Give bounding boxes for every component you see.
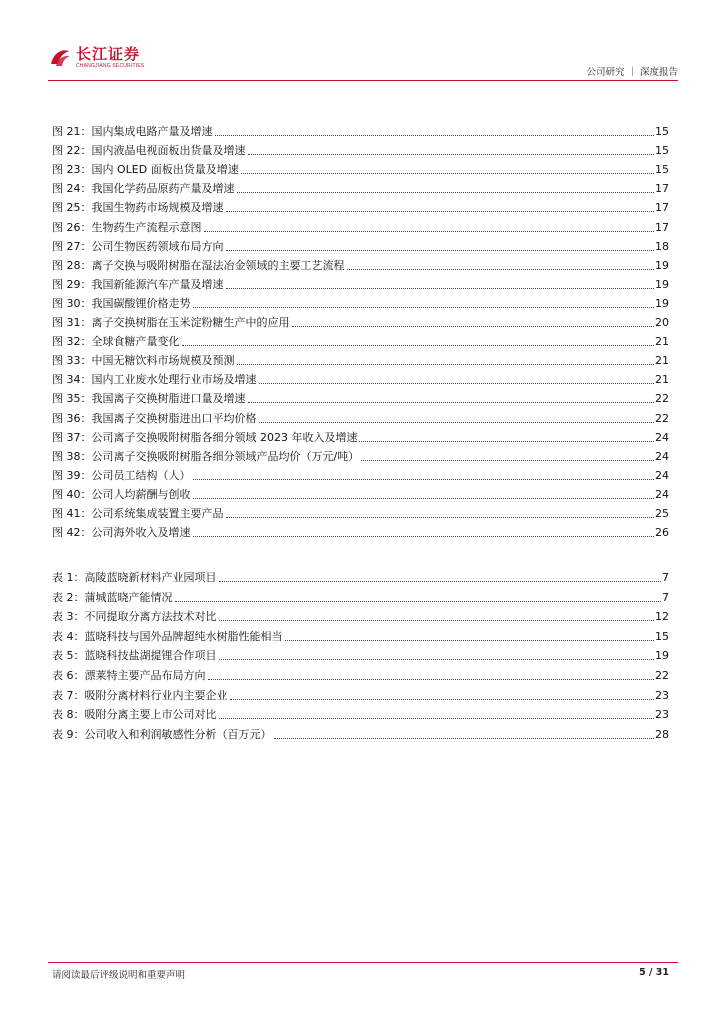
toc-leader-dots <box>193 306 655 308</box>
toc-entry-page: 24 <box>655 449 669 463</box>
toc-entry[interactable] <box>52 334 669 350</box>
toc-leader-dots <box>237 363 655 365</box>
toc-entry-title: 图 25：我国生物药市场规模及增速 <box>52 201 224 215</box>
toc-leader-dots <box>182 344 655 346</box>
page-header <box>48 46 678 80</box>
toc-entry[interactable] <box>52 277 669 293</box>
toc-entry[interactable] <box>52 487 669 503</box>
toc-entry-page: 15 <box>655 125 669 138</box>
toc-entry[interactable] <box>52 162 669 178</box>
toc-entry-title: 表 5：蓝晓科技盐湖提锂合作项目 <box>52 649 217 663</box>
toc-entry-page: 22 <box>655 392 669 406</box>
logo-en-text: CHANGJIANG SECURITIES <box>76 63 145 69</box>
toc-entry[interactable] <box>52 430 669 446</box>
toc-entry[interactable] <box>52 506 669 522</box>
toc-entry[interactable] <box>52 468 669 484</box>
toc-entry-title: 表 2：蒲城蓝晓产能情况 <box>52 590 173 604</box>
toc-entry-title: 图 31：离子交换树脂在玉米淀粉糖生产中的应用 <box>52 316 290 329</box>
toc-entry-page: 22 <box>655 669 669 682</box>
toc-entry[interactable] <box>52 143 669 159</box>
toc-entry-page: 12 <box>655 610 669 624</box>
toc-leader-dots <box>230 698 655 700</box>
toc-leader-dots <box>226 210 655 212</box>
toc-leader-dots <box>193 535 655 537</box>
toc-entry-page: 19 <box>655 649 669 663</box>
toc-entry-page: 7 <box>662 590 669 604</box>
toc-leader-dots <box>219 580 662 582</box>
toc-entry-page: 19 <box>655 277 669 291</box>
toc-entry-title: 表 6：漂莱特主要产品布局方向 <box>52 669 206 682</box>
toc-entry[interactable] <box>52 629 669 645</box>
toc-entry-title: 图 40：公司人均薪酬与创收 <box>52 487 191 501</box>
toc-leader-dots <box>175 600 662 602</box>
toc-entry-title: 图 35：我国离子交换树脂进口量及增速 <box>52 392 246 406</box>
toc-leader-dots <box>219 619 655 621</box>
toc-entry-page: 21 <box>655 373 669 387</box>
toc-entry[interactable] <box>52 220 669 236</box>
toc-entry-title: 图 30：我国碳酸锂价格走势 <box>52 296 191 310</box>
toc-entry-page: 18 <box>655 239 669 253</box>
toc-entry[interactable] <box>52 239 669 255</box>
toc-leader-dots <box>193 478 655 480</box>
report-type-label: 公司研究 ｜ 深度报告 <box>586 67 678 78</box>
toc-leader-dots <box>193 497 655 499</box>
toc-entry[interactable] <box>52 688 669 704</box>
toc-leader-dots <box>226 287 655 289</box>
toc-entry[interactable] <box>52 525 669 541</box>
toc-leader-dots <box>215 134 655 136</box>
toc-leader-dots <box>204 230 655 232</box>
toc-leader-dots <box>226 516 655 518</box>
toc-leader-dots <box>208 678 655 680</box>
toc-entry-title: 图 32：全球食糖产量变化 <box>52 335 180 349</box>
header-divider <box>48 80 678 81</box>
logo-mark-icon <box>48 46 72 70</box>
toc-leader-dots <box>241 172 654 174</box>
toc-entry-title: 图 34：国内工业废水处理行业市场及增速 <box>52 373 257 387</box>
toc-entry-page: 17 <box>655 220 669 234</box>
toc-entry[interactable] <box>52 181 669 197</box>
toc-entry-page: 24 <box>655 430 669 444</box>
toc-entry-title: 表 8：吸附分离主要上市公司对比 <box>52 708 217 722</box>
toc-entry[interactable] <box>52 609 669 625</box>
toc-entry-page: 25 <box>655 507 669 520</box>
toc-entry-title: 图 23：国内 OLED 面板出货量及增速 <box>52 163 239 177</box>
toc-entry-page: 23 <box>655 688 669 702</box>
toc-entry[interactable] <box>52 707 669 723</box>
toc-leader-dots <box>259 421 655 423</box>
toc-entry[interactable] <box>52 258 669 274</box>
toc-entry-page: 24 <box>655 468 669 482</box>
toc-entry-title: 图 33：中国无糖饮料市场规模及预测 <box>52 354 235 368</box>
toc-entry-page: 21 <box>655 354 669 368</box>
toc-entry[interactable] <box>52 570 669 586</box>
disclaimer-note: 请阅读最后评级说明和重要声明 <box>52 970 186 981</box>
toc-entry[interactable] <box>52 590 669 606</box>
toc-entry-title: 图 39：公司员工结构（人） <box>52 468 191 482</box>
toc-entry-title: 图 29：我国新能源汽车产量及增速 <box>52 277 224 291</box>
toc-entry-title: 图 36：我国离子交换树脂进出口平均价格 <box>52 411 257 425</box>
toc-leader-dots <box>347 268 655 270</box>
toc-entry-title: 图 21：国内集成电路产量及增速 <box>52 125 213 138</box>
toc-entry[interactable] <box>52 315 669 331</box>
toc-entry[interactable] <box>52 124 669 140</box>
toc-entry[interactable] <box>52 449 669 465</box>
toc-entry-page: 17 <box>655 201 669 215</box>
toc-entry-page: 24 <box>655 487 669 501</box>
toc-leader-dots <box>259 382 655 384</box>
toc-entry-page: 28 <box>655 727 669 741</box>
toc-entry[interactable] <box>52 372 669 388</box>
toc-entry[interactable] <box>52 411 669 427</box>
toc-entry-title: 表 3：不同提取分离方法技术对比 <box>52 610 217 624</box>
toc-leader-dots <box>359 440 654 442</box>
toc-entry-page: 15 <box>655 163 669 177</box>
toc-entry-title: 图 28：离子交换与吸附树脂在湿法冶金领域的主要工艺流程 <box>52 258 345 272</box>
toc-leader-dots <box>237 191 655 193</box>
toc-entry-page: 19 <box>655 296 669 310</box>
toc-entry-page: 17 <box>655 182 669 196</box>
toc-entry-page: 7 <box>662 571 669 584</box>
toc-entry[interactable] <box>52 648 669 664</box>
toc-entry[interactable] <box>52 296 669 312</box>
toc-entry-title: 图 41：公司系统集成装置主要产品 <box>52 507 224 520</box>
footer-divider <box>48 962 678 963</box>
toc-leader-dots <box>274 737 655 739</box>
toc-leader-dots <box>248 153 655 155</box>
toc-entry-title: 图 22：国内液晶电视面板出货量及增速 <box>52 144 246 158</box>
toc-entry-title: 图 27：公司生物医药领域布局方向 <box>52 239 224 253</box>
toc-entry-title: 图 26：生物药生产流程示意图 <box>52 220 202 234</box>
toc-entry[interactable] <box>52 668 669 684</box>
toc-leader-dots <box>361 459 654 461</box>
toc-entry-page: 22 <box>655 411 669 425</box>
toc-entry[interactable] <box>52 200 669 216</box>
toc-entry[interactable] <box>52 727 669 743</box>
toc-entry-title: 表 7：吸附分离材料行业内主要企业 <box>52 688 228 702</box>
company-logo <box>48 46 144 70</box>
logo-cn-text: 长江证券 <box>76 45 141 63</box>
toc-entry-title: 表 4：蓝晓科技与国外品牌超纯水树脂性能相当 <box>52 629 283 643</box>
toc-entry-page: 23 <box>655 708 669 722</box>
page-number: 5 / 31 <box>639 967 669 978</box>
toc-entry-title: 表 1：高陵蓝晓新材料产业园项目 <box>52 571 217 584</box>
toc-leader-dots <box>219 658 655 660</box>
toc-entry-page: 20 <box>655 316 669 329</box>
toc-entry-page: 15 <box>655 629 669 643</box>
toc-entry-page: 21 <box>655 335 669 349</box>
toc-leader-dots <box>226 249 655 251</box>
toc-leader-dots <box>219 717 655 719</box>
toc-leader-dots <box>292 325 655 327</box>
toc-leader-dots <box>285 639 655 641</box>
toc-entry-title: 图 38：公司离子交换吸附树脂各细分领域产品均价（万元/吨） <box>52 449 360 463</box>
toc-entry-title: 图 37：公司离子交换吸附树脂各细分领域 2023 年收入及增速 <box>52 430 358 444</box>
toc-entry[interactable] <box>52 353 669 369</box>
toc-entry-title: 图 24：我国化学药品原药产量及增速 <box>52 182 235 196</box>
toc-entry-page: 19 <box>655 258 669 272</box>
toc-entry[interactable] <box>52 391 669 407</box>
toc-entry-page: 15 <box>655 144 669 158</box>
toc-leader-dots <box>248 401 655 403</box>
toc-entry-title: 表 9：公司收入和利润敏感性分析（百万元） <box>52 727 272 741</box>
toc-entry-title: 图 42：公司海外收入及增速 <box>52 526 191 540</box>
toc-entry-page: 26 <box>655 526 669 540</box>
